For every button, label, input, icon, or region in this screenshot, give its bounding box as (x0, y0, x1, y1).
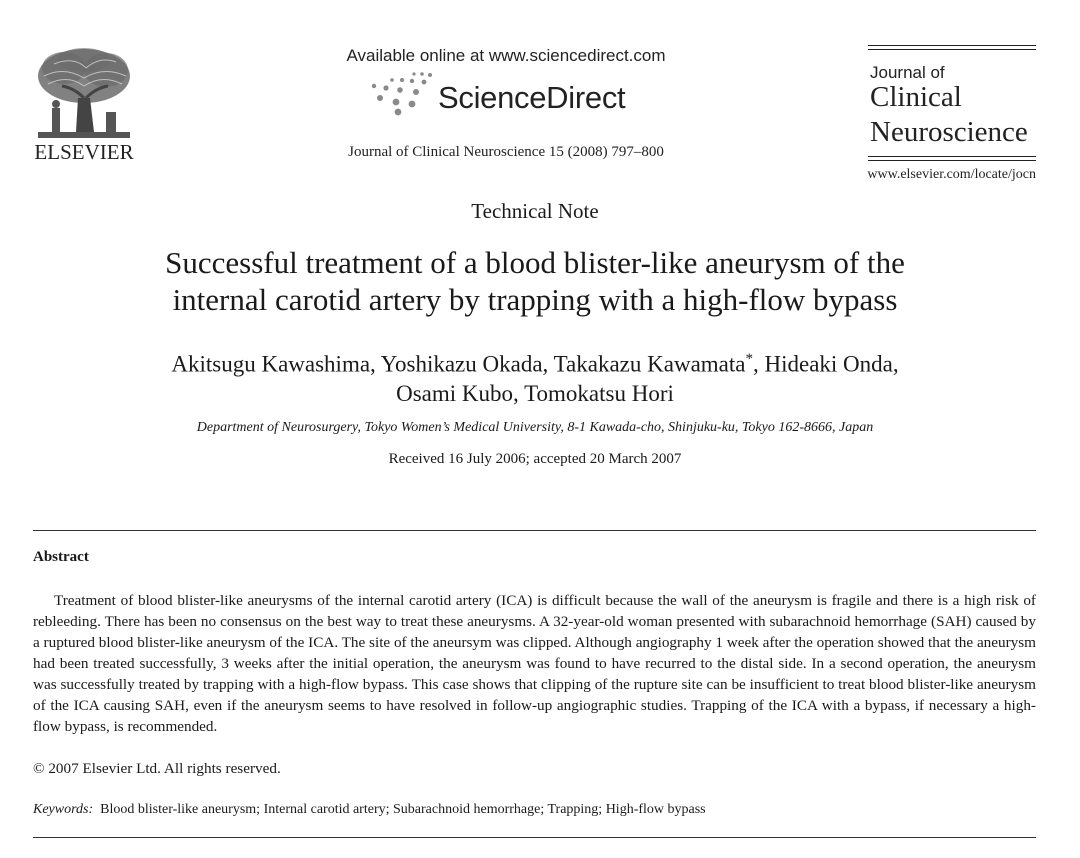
authors-text: Akitsugu Kawashima, Yoshikazu Okada, Takakazu Kawamata (171, 351, 746, 377)
keywords-label: Keywords: (33, 802, 94, 817)
rule (868, 49, 1036, 50)
article-title-line: internal carotid artery by trapping with a high-flow bypass (172, 282, 898, 317)
article-authors (0, 345, 1070, 408)
sciencedirect-dots-icon (368, 70, 440, 116)
elsevier-wordmark: ELSEVIER (34, 140, 134, 164)
abstract-heading: Abstract (33, 549, 89, 565)
author-affiliation: Department of Neurosurgery, Tokyo Women’s Medical University, 8-1 Kawada-cho, Shinjuku-ku, Tokyo 162-8666, Japan (196, 420, 874, 435)
keywords-text: Blood blister-like aneurysm; Internal carotid artery; Subarachnoid hemorrhage; Trapping; High-flow bypass (100, 802, 706, 817)
article-dates: Received 16 July 2006; accepted 20 March 2007 (388, 451, 682, 467)
abstract-body: Treatment of blood blister-like aneurysms of the internal carotid artery (ICA) is difficult because the wall of the aneurysm is fragile and there is a high risk of rebleeding. There has been no consensus on the best way to treat these aneurysms. A 32-year-old woman presented with subarachnoid hemorrhage (SAH) caused by a ruptured blood blister-like aneurysm of the ICA. The site of the aneursym was clipped. Although angiography 1 week after the operation showed that the aneurysm had been treated successfully, 3 weeks after the initial operation, the aneurysm was found to have recurred to the distal side. In a second operation, the aneurysm was successfully treated by trapping with a high-flow bypass. This case shows that clipping of the rupture site can be insufficient to treat blood blister-like aneurysm of the ICA causing SAH, even if the aneurysm seems to have resolved in follow-up angiographic studies. Trapping of the ICA with a bypass, if necessary a high-flow bypass, is recommended. (33, 592, 1036, 735)
journal-name-line2: Clinical (870, 81, 962, 113)
section-divider (33, 837, 1036, 838)
journal-url-link[interactable]: www.elsevier.com/locate/jocn (867, 167, 1036, 182)
copyright-notice: © 2007 Elsevier Ltd. All rights reserved. (33, 760, 281, 777)
section-divider (33, 530, 1036, 531)
keywords (33, 802, 706, 818)
authors-text: , Hideaki Onda, (752, 351, 899, 377)
rule (868, 160, 1036, 161)
authors-line (0, 345, 1070, 379)
available-online-text: Available online at www.sciencedirect.com (346, 46, 666, 65)
article-title (0, 244, 1070, 318)
journal-name-block (868, 45, 1036, 163)
sciencedirect-wordmark: ScienceDirect (438, 80, 626, 115)
article-type: Technical Note (471, 199, 599, 223)
authors-line: Osami Kubo, Tomokatsu Hori (396, 380, 674, 406)
journal-name-line3: Neuroscience (870, 116, 1028, 148)
corresponding-author-mark[interactable]: * (745, 351, 753, 367)
rule (868, 45, 1036, 46)
article-title-line: Successful treatment of a blood blister-like aneurysm of the (165, 245, 905, 280)
journal-citation: Journal of Clinical Neuroscience 15 (2008) 797–800 (348, 144, 664, 160)
sciencedirect-logo (368, 70, 658, 120)
rule (868, 156, 1036, 157)
journal-name-line1: Journal of (870, 63, 945, 82)
